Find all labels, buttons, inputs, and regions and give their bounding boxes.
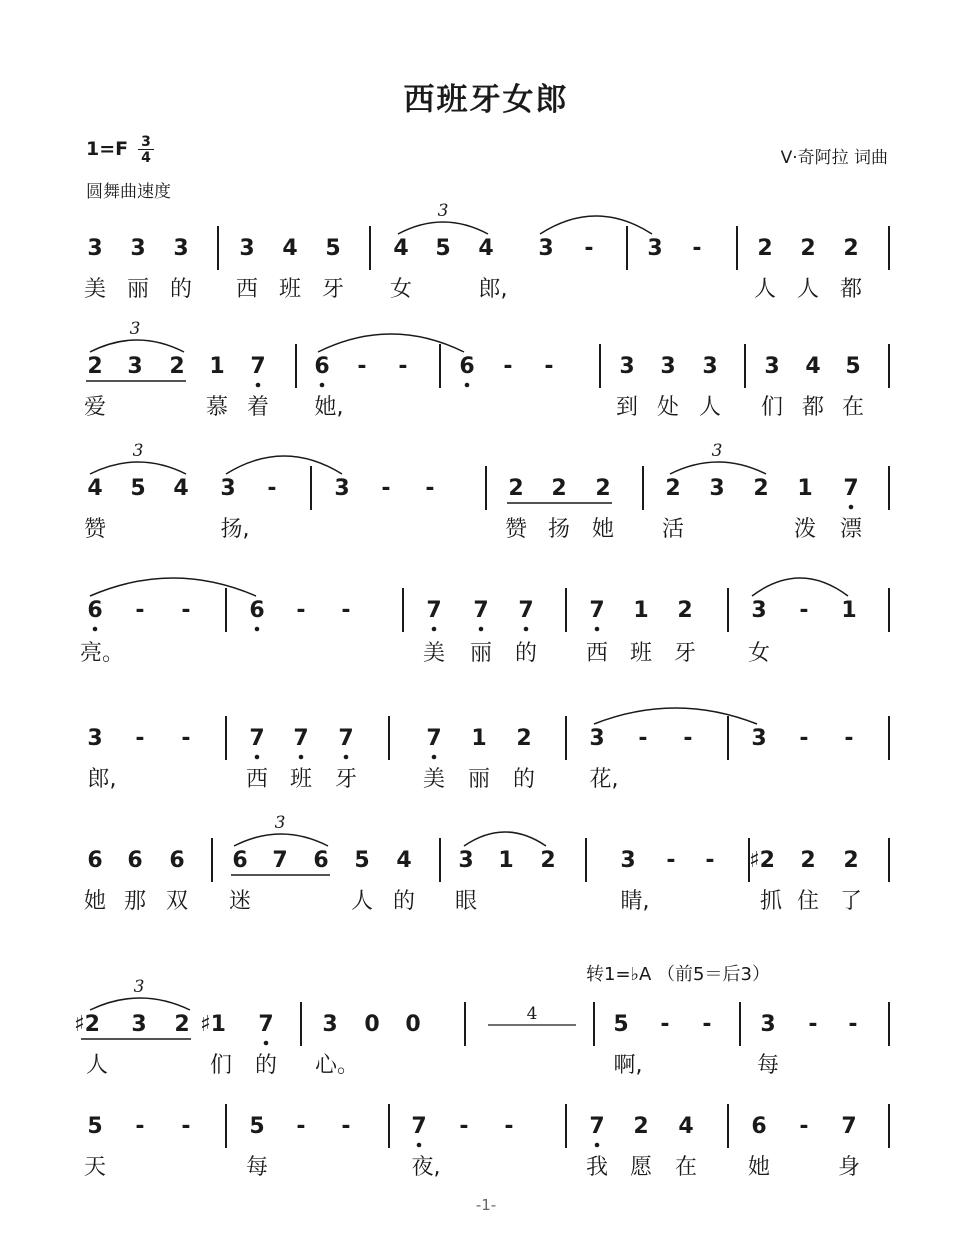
lyric-syllable: 牙 [334,767,357,792]
lyric-syllable: 慕 [205,395,228,420]
jianpu-note: ♯2 [74,1012,100,1037]
jianpu-note: 2 [174,1012,190,1037]
jianpu-note: 3 [322,1012,338,1037]
jianpu-note: ♯2 [749,848,775,873]
lyric-syllable: 人 [698,395,721,420]
jianpu-note: 4 [478,236,494,261]
jianpu-note: 3 [751,598,767,623]
lyric-syllable: 抓 [759,889,782,914]
jianpu-note: 4 [396,848,412,873]
jianpu-note: 3 [334,476,350,501]
octave-dot [255,627,260,632]
note-extension-dash: - [504,1114,514,1139]
tempo-marking: 圆舞曲速度 [86,182,171,202]
lyric-syllable: 花, [589,767,619,792]
jianpu-note: 5 [130,476,146,501]
octave-dot [524,627,529,632]
triplet-bracket [398,222,488,234]
multi-rest-count: 4 [526,1004,538,1024]
triplet-bracket [670,462,766,474]
jianpu-note: 1 [633,598,649,623]
lyric-syllable: 每 [245,1155,268,1180]
triplet-bracket [90,340,184,352]
lyric-syllable: 每 [756,1053,779,1078]
lyric-syllable: 美 [422,767,445,792]
time-signature-denominator: 4 [141,150,151,166]
octave-dot [256,383,261,388]
jianpu-note: 2 [757,236,773,261]
jianpu-note: 3 [173,236,189,261]
jianpu-note: 2 [516,726,532,751]
jianpu-note: 5 [354,848,370,873]
note-extension-dash: - [666,848,676,873]
jianpu-note: 4 [393,236,409,261]
jianpu-note: 4 [805,354,821,379]
jianpu-note: 7 [589,598,605,623]
jianpu-note: 1 [841,598,857,623]
tie-slur [318,334,464,352]
jianpu-note: 2 [169,354,185,379]
jianpu-note: 7 [258,1012,274,1037]
lyric-syllable: 美 [422,641,445,666]
octave-dot [264,1041,269,1046]
jianpu-note: 1 [471,726,487,751]
octave-dot [344,755,349,760]
octave-dot [432,627,437,632]
note-extension-dash: - [702,1012,712,1037]
jianpu-note: 5 [325,236,341,261]
jianpu-note: 2 [508,476,524,501]
jianpu-note: 7 [589,1114,605,1139]
triplet-number: 3 [437,201,449,221]
jianpu-note: 3 [760,1012,776,1037]
note-extension-dash: - [459,1114,469,1139]
note-extension-dash: - [181,1114,191,1139]
jianpu-note: 4 [678,1114,694,1139]
jianpu-note: 3 [131,1012,147,1037]
triplet-number: 3 [129,319,141,339]
jianpu-note: 3 [220,476,236,501]
lyric-syllable: 处 [656,395,679,420]
jianpu-note: 3 [709,476,725,501]
note-extension-dash: - [341,598,351,623]
jianpu-note: 7 [249,726,265,751]
jianpu-note: 3 [458,848,474,873]
note-extension-dash: - [683,726,693,751]
octave-dot [479,627,484,632]
note-extension-dash: - [135,1114,145,1139]
lyric-syllable: 那 [123,889,146,914]
jianpu-note: 7 [843,476,859,501]
jianpu-note: 6 [169,848,185,873]
lyric-syllable: 漂 [839,517,862,542]
triplet-number: 3 [133,977,145,997]
lyric-syllable: 眼 [454,889,477,914]
jianpu-note: 3 [702,354,718,379]
jianpu-note: 2 [800,848,816,873]
note-extension-dash: - [799,726,809,751]
jianpu-note: 2 [677,598,693,623]
lyric-syllable: 丽 [126,277,149,302]
jianpu-note: 7 [426,598,442,623]
lyric-syllable: 们 [209,1053,232,1078]
note-extension-dash: - [848,1012,858,1037]
lyric-syllable: 双 [165,889,188,914]
jianpu-note: 5 [249,1114,265,1139]
jianpu-note: 7 [272,848,288,873]
note-extension-dash: - [799,1114,809,1139]
jianpu-note: 3 [239,236,255,261]
tie-slur [226,456,342,474]
octave-dot [465,383,470,388]
lyric-syllable: 身 [837,1155,860,1180]
jianpu-note: 7 [518,598,534,623]
lyric-syllable: 扬, [220,517,250,542]
octave-dot [595,1143,600,1148]
tie-slur [540,216,652,234]
lyric-syllable: 赞 [504,517,527,542]
lyric-syllable: 牙 [321,277,344,302]
note-extension-dash: - [844,726,854,751]
jianpu-note: 6 [313,848,329,873]
note-extension-dash: - [135,598,145,623]
jianpu-note: 6 [751,1114,767,1139]
octave-dot [849,505,854,510]
jianpu-note: 6 [87,598,103,623]
note-extension-dash: - [181,726,191,751]
octave-dot [417,1143,422,1148]
tie-slur [594,708,757,724]
jianpu-note: 5 [845,354,861,379]
jianpu-note: 3 [619,354,635,379]
lyric-syllable: 她 [591,517,614,542]
lyric-syllable: 的 [169,277,192,302]
lyric-syllable: 都 [839,277,862,302]
jianpu-note: 2 [753,476,769,501]
lyric-syllable: 郎, [478,277,508,302]
lyric-syllable: 赞 [83,517,106,542]
octave-dot [255,755,260,760]
lyric-syllable: 丽 [467,767,490,792]
note-extension-dash: - [135,726,145,751]
octave-dot [299,755,304,760]
lyric-syllable: 爱 [83,395,106,420]
lyric-syllable: 班 [629,641,652,666]
jianpu-note: 3 [647,236,663,261]
lyric-syllable: 牙 [673,641,696,666]
jianpu-note: 2 [665,476,681,501]
jianpu-note: 3 [764,354,780,379]
lyric-syllable: 西 [245,767,268,792]
lyric-syllable: 的 [254,1053,277,1078]
jianpu-note: 2 [87,354,103,379]
jianpu-note: 5 [613,1012,629,1037]
jianpu-note: 2 [595,476,611,501]
lyric-syllable: 丽 [469,641,492,666]
jianpu-note: 3 [130,236,146,261]
jianpu-note: 6 [87,848,103,873]
triplet-number: 3 [711,441,723,461]
lyric-syllable: 在 [841,395,864,420]
jianpu-note: 6 [249,598,265,623]
jianpu-note: 3 [589,726,605,751]
page-number: -1- [475,1196,497,1214]
jianpu-note: 3 [538,236,554,261]
jianpu-note: 6 [459,354,475,379]
note-extension-dash: - [296,1114,306,1139]
lyric-syllable: 迷 [228,889,251,914]
jianpu-note: 0 [364,1012,380,1037]
jianpu-note: 2 [540,848,556,873]
lyric-syllable: 到 [615,395,638,420]
song-title: 西班牙女郎 [403,82,569,118]
lyric-syllable: 活 [661,517,684,542]
lyric-syllable: 的 [392,889,415,914]
lyric-syllable: 郎, [87,767,117,792]
jianpu-note: 7 [426,726,442,751]
note-extension-dash: - [660,1012,670,1037]
lyric-syllable: 班 [289,767,312,792]
modulation-marking: 转1=♭A （前5＝后3） [586,964,770,985]
note-extension-dash: - [808,1012,818,1037]
jianpu-note: 2 [633,1114,649,1139]
jianpu-note: 4 [173,476,189,501]
jianpu-note: 2 [551,476,567,501]
triplet-number: 3 [132,441,144,461]
jianpu-note: 3 [127,354,143,379]
lyric-syllable: 扬 [547,517,570,542]
jianpu-note: 4 [282,236,298,261]
lyric-syllable: 班 [278,277,301,302]
jianpu-note: 3 [751,726,767,751]
octave-dot [93,627,98,632]
lyric-syllable: 愿 [629,1155,652,1180]
note-extension-dash: - [357,354,367,379]
jianpu-note: 7 [250,354,266,379]
note-extension-dash: - [638,726,648,751]
jianpu-note: 1 [498,848,514,873]
lyric-syllable: 夜, [411,1155,441,1180]
jianpu-note: 3 [660,354,676,379]
lyric-syllable: 我 [585,1155,608,1180]
lyric-syllable: 在 [674,1155,697,1180]
lyric-syllable: 人 [350,889,373,914]
jianpu-note: 5 [435,236,451,261]
lyric-syllable: 她, [314,395,344,420]
jianpu-note: ♯1 [200,1012,226,1037]
lyric-syllable: 都 [801,395,824,420]
note-extension-dash: - [584,236,594,261]
key-signature: 1=F [86,138,129,160]
jianpu-note: 6 [314,354,330,379]
lyric-syllable: 她 [747,1155,770,1180]
jianpu-note: 7 [841,1114,857,1139]
lyric-syllable: 女 [389,277,412,302]
lyric-syllable: 女 [747,641,770,666]
lyric-syllable: 住 [796,889,819,914]
jianpu-note: 1 [797,476,813,501]
lyric-syllable: 亮。 [80,641,125,666]
note-extension-dash: - [705,848,715,873]
octave-dot [595,627,600,632]
jianpu-note: 2 [800,236,816,261]
note-extension-dash: - [341,1114,351,1139]
jianpu-note: 7 [338,726,354,751]
lyric-syllable: 西 [235,277,258,302]
lyric-syllable: 睛, [620,889,650,914]
jianpu-note: 6 [232,848,248,873]
lyric-syllable: 人 [753,277,776,302]
octave-dot [320,383,325,388]
jianpu-note: 7 [293,726,309,751]
note-extension-dash: - [692,236,702,261]
lyric-syllable: 天 [83,1155,106,1180]
lyric-syllable: 着 [246,395,269,420]
note-extension-dash: - [425,476,435,501]
note-extension-dash: - [503,354,513,379]
tie-slur [464,832,546,846]
lyric-syllable: 的 [514,641,537,666]
tie-slur [90,578,256,596]
jianpu-note: 2 [843,236,859,261]
time-signature-numerator: 3 [138,135,154,150]
note-extension-dash: - [181,598,191,623]
lyric-syllable: 西 [585,641,608,666]
jianpu-note: 3 [87,236,103,261]
lyric-syllable: 泼 [793,517,816,542]
triplet-bracket [90,998,190,1010]
note-extension-dash: - [381,476,391,501]
lyric-syllable: 人 [85,1053,108,1078]
lyric-syllable: 的 [512,767,535,792]
lyric-syllable: 人 [796,277,819,302]
octave-dot [432,755,437,760]
note-extension-dash: - [267,476,277,501]
lyric-syllable: 她 [83,889,106,914]
jianpu-note: 3 [620,848,636,873]
jianpu-note: 4 [87,476,103,501]
note-extension-dash: - [799,598,809,623]
jianpu-note: 0 [405,1012,421,1037]
note-extension-dash: - [398,354,408,379]
author-credit: V·奇阿拉 词曲 [780,148,888,168]
jianpu-note: 6 [127,848,143,873]
note-extension-dash: - [544,354,554,379]
lyric-syllable: 美 [83,277,106,302]
jianpu-note: 3 [87,726,103,751]
lyric-syllable: 了 [839,889,862,914]
lyric-syllable: 啊, [613,1053,643,1078]
lyric-syllable: 心。 [315,1053,360,1078]
lyric-syllable: 们 [760,395,783,420]
jianpu-note: 7 [411,1114,427,1139]
triplet-number: 3 [274,813,286,833]
triplet-bracket [234,834,328,846]
triplet-bracket [90,462,186,474]
jianpu-note: 2 [843,848,859,873]
note-extension-dash: - [296,598,306,623]
jianpu-note: 5 [87,1114,103,1139]
jianpu-note: 7 [473,598,489,623]
tie-slur [752,578,848,596]
jianpu-note: 1 [209,354,225,379]
